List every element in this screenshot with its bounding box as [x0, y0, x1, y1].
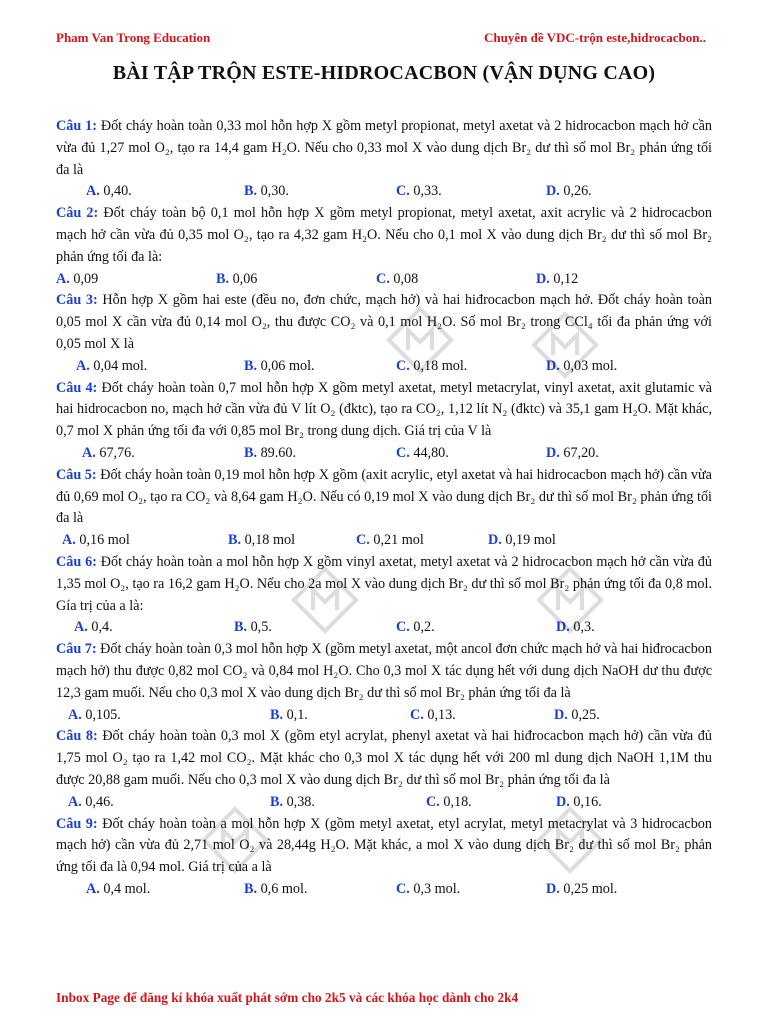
- option-value: 0,03 mol.: [559, 357, 618, 374]
- option-value: 0,2.: [409, 619, 435, 636]
- option-value: 0,33.: [409, 183, 442, 200]
- footer-note: Inbox Page để đăng kí khóa xuất phát sớm cho 2k5 và các khóa học dành cho 2k4: [56, 990, 519, 1005]
- question-text: [56, 814, 712, 879]
- question-body: Đốt cháy hoàn toàn 0,3 mol hỗn hợp X (gồm metyl axetat, một ancol đơn chức mạch hở và hai hiđrocacbon mạch hở) thu được 0,82 mol CO₂ và 0,84 mol H₂O. Cho 0,3 mol X tác dụng hết với dung dịch NaOH dư thu được 12,3 gam muối. Nếu cho 0,3 mol X vào dung dịch Br₂ dư thì số mol Br₂ phản ứng tối đa là: [56, 641, 712, 701]
- option-letter: D.: [546, 183, 560, 200]
- option-letter: C.: [396, 619, 410, 636]
- question-body: Đốt cháy hoàn toàn 0,19 mol hỗn hợp X gồm (axit acrylic, etyl axetat và hai hidrocacbon mạch hở) cần vừa đủ 0,69 mol O₂, tạo ra CO₂ và 8,64 gam H₂O. Nếu có 0,19 mol X vào dung dịch Br₂ dư thì số mol Br₂ phản ứng tối đa là: [56, 466, 712, 527]
- answer-option-b[interactable]: [270, 705, 308, 727]
- option-value: 0,38.: [283, 793, 315, 810]
- answer-option-a[interactable]: [68, 705, 121, 727]
- option-letter: A.: [56, 270, 70, 287]
- option-letter: B.: [228, 532, 242, 549]
- answer-option-b[interactable]: [234, 617, 272, 639]
- answer-option-d[interactable]: [546, 181, 592, 203]
- option-letter: C.: [396, 880, 410, 897]
- option-letter: C.: [396, 444, 410, 461]
- option-letter: D.: [556, 619, 570, 636]
- answer-option-c[interactable]: [376, 269, 418, 291]
- answer-option-d[interactable]: [488, 530, 556, 552]
- option-value: 0,16.: [569, 793, 602, 810]
- answer-option-c[interactable]: [396, 181, 442, 203]
- option-value: 0,1.: [283, 706, 308, 723]
- option-letter: B.: [244, 444, 258, 461]
- question-text: [56, 465, 712, 530]
- answer-option-a[interactable]: [86, 879, 150, 901]
- answer-option-b[interactable]: [228, 530, 295, 552]
- question-body: Đốt cháy hoàn toàn 0,7 mol hỗn hợp X gồm metyl axetat, metyl metacrylat, vinyl axetat, axit glutamic và hai hidrocacbon no, mạch hở cần vừa đủ V lít O₂ (đktc), tạo ra CO₂, 1,12 lít N₂ (đktc) và 35,1 gam H₂O. Mặt khác, 0,7 mol X phản ứng tối đa với 0,85 mol Br₂ trong dung dịch. Giá trị của V là: [56, 379, 712, 440]
- answer-options: [56, 181, 712, 203]
- answer-option-c[interactable]: [396, 879, 460, 901]
- answer-option-c[interactable]: [396, 617, 435, 639]
- option-value: 67,20.: [559, 444, 599, 461]
- answer-options: [56, 530, 712, 552]
- question-text: [56, 378, 712, 443]
- question-body: Đốt cháy hoàn toàn 0,3 mol X (gồm etyl acrylat, phenyl axetat và hai hiđrocacbon mạch hở) cần vừa đủ 1,75 mol O₂ tạo ra 1,42 mol CO₂. Mặt khác cho 0,3 mol X tác dụng hết với 200 ml dung dịch NaOH 1,1M thu được 20,88 gam muối. Nếu cho 0,3 mol X vào dung dịch Br₂ dư thì số mol Br₂ phản ứng tối đa là: [56, 728, 712, 788]
- answer-option-d[interactable]: [546, 356, 617, 378]
- option-letter: C.: [396, 183, 410, 200]
- question-text: [56, 290, 712, 355]
- option-value: 0,18 mol.: [409, 357, 468, 374]
- option-letter: A.: [68, 706, 82, 723]
- question-label: Câu 8:: [56, 728, 98, 745]
- answer-options: [56, 792, 712, 814]
- question-label: Câu 9:: [56, 815, 98, 832]
- answer-option-c[interactable]: [396, 443, 449, 465]
- option-letter: C.: [426, 793, 440, 810]
- option-letter: D.: [556, 793, 570, 810]
- option-value: 0,16 mol: [75, 532, 130, 549]
- answer-option-b[interactable]: [216, 269, 257, 291]
- answer-option-d[interactable]: [556, 617, 595, 639]
- option-letter: C.: [356, 532, 370, 549]
- answer-option-a[interactable]: [86, 181, 132, 203]
- option-letter: A.: [62, 532, 76, 549]
- answer-options: [56, 879, 712, 901]
- option-value: 0,105.: [81, 706, 121, 723]
- answer-option-b[interactable]: [244, 356, 315, 378]
- option-letter: D.: [488, 532, 502, 549]
- option-value: 0,08: [389, 270, 419, 287]
- question-label: Câu 3:: [56, 292, 98, 309]
- option-value: 0,3.: [569, 619, 595, 636]
- answer-option-d[interactable]: [536, 269, 578, 291]
- option-value: 0,26.: [559, 183, 592, 200]
- answer-options: [56, 705, 712, 727]
- question-body: Đốt cháy hoàn toàn a mol hỗn hợp X (gồm metyl axetat, etyl acrylat, metyl metacrylat và 3 hidrocacbon mạch hở) cần vừa đủ 2,71 mol O₂ và 28,44g H₂O. Mặt khác, a mol X vào dung dịch Br₂ dư thì số mol Br₂ phản ứng tối đa là 0,94 mol. Giá trị của a là: [56, 815, 712, 876]
- option-letter: D.: [546, 357, 560, 374]
- option-letter: D.: [546, 444, 560, 461]
- option-value: 0,25 mol.: [559, 880, 618, 897]
- option-letter: B.: [234, 619, 248, 636]
- option-value: 67,76.: [95, 444, 135, 461]
- option-value: 0,09: [69, 270, 99, 287]
- option-value: 0,30.: [257, 183, 289, 200]
- answer-options: [56, 617, 712, 639]
- option-letter: A.: [76, 357, 90, 374]
- question-text: [56, 203, 712, 268]
- question-text: [56, 116, 712, 181]
- answer-option-a[interactable]: [68, 792, 114, 814]
- option-value: 0,18.: [439, 793, 472, 810]
- question-text: [56, 726, 712, 791]
- answer-option-d[interactable]: [556, 792, 602, 814]
- option-value: 0,19 mol: [501, 532, 556, 549]
- question-label: Câu 7:: [56, 641, 97, 658]
- option-letter: B.: [270, 706, 284, 723]
- question-list: [56, 116, 712, 901]
- answer-option-d[interactable]: [554, 705, 600, 727]
- answer-option-c[interactable]: [426, 792, 472, 814]
- answer-option-a[interactable]: [56, 269, 98, 291]
- option-value: 0,3 mol.: [409, 880, 461, 897]
- question-body: Đốt cháy hoàn toàn a mol hỗn hợp X gồm vinyl axetat, metyl axetat và 2 hidrocacbon mạch hở cần vừa đủ 1,35 mol O₂, tạo ra 16,2 gam H₂O. Nếu cho 2a mol X vào dung dịch Br₂ dư thì số mol Br₂ phản ứng tối đa 0,8 mol. Gía trị của a là:: [56, 553, 712, 614]
- option-letter: B.: [216, 270, 230, 287]
- option-letter: D.: [536, 270, 550, 287]
- option-value: 44,80.: [409, 444, 449, 461]
- answer-option-d[interactable]: [546, 879, 617, 901]
- option-value: 0,18 mol: [241, 532, 296, 549]
- answer-option-c[interactable]: [356, 530, 424, 552]
- option-value: 0,25.: [567, 706, 600, 723]
- question-body: Hỗn hợp X gồm hai este (đều no, đơn chức, mạch hở) và hai hiđrocacbon mạch hở. Đốt cháy hoàn toàn 0,05 mol X cần vừa đủ 0,14 mol O₂, thu được CO₂ và 0,1 mol H₂O. Số mol Br₂ trong CCl₄ tối đa phản ứng với 0,05 mol X là: [56, 292, 712, 352]
- answer-option-a[interactable]: [62, 530, 130, 552]
- option-letter: A.: [74, 619, 88, 636]
- question-label: Câu 6:: [56, 553, 97, 570]
- option-letter: B.: [270, 793, 284, 810]
- answer-option-b[interactable]: [244, 181, 289, 203]
- option-value: 0,04 mol.: [89, 357, 148, 374]
- answer-option-b[interactable]: [270, 792, 315, 814]
- option-letter: A.: [82, 444, 96, 461]
- option-letter: B.: [244, 183, 258, 200]
- option-letter: B.: [244, 357, 258, 374]
- option-value: 0,06 mol.: [257, 357, 315, 374]
- option-value: 0,5.: [247, 619, 272, 636]
- answer-options: [56, 443, 712, 465]
- option-letter: A.: [86, 880, 100, 897]
- option-value: 0,40.: [99, 183, 132, 200]
- option-letter: C.: [376, 270, 390, 287]
- question-body: Đốt cháy hoàn toàn 0,33 mol hỗn hợp X gồm metyl propionat, metyl axetat và 2 hidrocacbon mạch hở cần vừa đủ 1,27 mol O₂, tạo ra 14,4 gam H₂O. Nếu cho 0,33 mol X vào dung dịch Br₂ dư thì số mol Br₂ phản ứng tối đa là: [56, 118, 712, 178]
- option-value: 0,4.: [87, 619, 113, 636]
- option-letter: A.: [68, 793, 82, 810]
- answer-option-b[interactable]: [244, 879, 307, 901]
- answer-option-b[interactable]: [244, 443, 296, 465]
- question-label: Câu 2:: [56, 205, 99, 222]
- option-value: 0,46.: [81, 793, 114, 810]
- option-letter: D.: [546, 880, 560, 897]
- question-label: Câu 5:: [56, 466, 97, 483]
- answer-option-a[interactable]: [82, 443, 135, 465]
- option-value: 0,4 mol.: [99, 880, 151, 897]
- option-value: 0,6 mol.: [257, 880, 308, 897]
- question-label: Câu 1:: [56, 118, 97, 134]
- question-text: [56, 639, 712, 704]
- answer-options: [56, 269, 712, 291]
- header-left: Pham Van Trong Education: [56, 30, 211, 45]
- option-letter: C.: [410, 706, 424, 723]
- option-letter: B.: [244, 880, 258, 897]
- question-label: Câu 4:: [56, 379, 98, 396]
- option-value: 0,06: [229, 270, 258, 287]
- option-letter: A.: [86, 183, 100, 200]
- answer-option-a[interactable]: [74, 617, 113, 639]
- option-value: 0,13.: [423, 706, 456, 723]
- answer-option-c[interactable]: [396, 356, 467, 378]
- answer-option-d[interactable]: [546, 443, 599, 465]
- question-text: [56, 552, 712, 617]
- header-right: Chuyên đề VDC-trộn este,hidrocacbon..: [484, 30, 706, 45]
- option-value: 0,21 mol: [369, 532, 424, 549]
- answer-option-c[interactable]: [410, 705, 456, 727]
- answer-option-a[interactable]: [76, 356, 147, 378]
- option-letter: C.: [396, 357, 410, 374]
- option-value: 89.60.: [257, 444, 297, 461]
- question-body: Đốt cháy toàn bộ 0,1 mol hỗn hợp X gồm metyl propionat, metyl axetat, axit acrylic và 2 hidrocacbon mạch hở cần vừa đủ 0,35 mol O₂, tạo ra 4,32 gam H₂O. Nếu cho 0,1 mol X vào dung dịch Br₂ dư thì số mol Br₂ phản ứng tối đa là:: [56, 205, 712, 265]
- option-letter: D.: [554, 706, 568, 723]
- page-title: BÀI TẬP TRỘN ESTE-HIDROCACBON (VẬN DỤNG CAO): [112, 62, 656, 84]
- option-value: 0,12: [549, 270, 579, 287]
- answer-options: [56, 356, 712, 378]
